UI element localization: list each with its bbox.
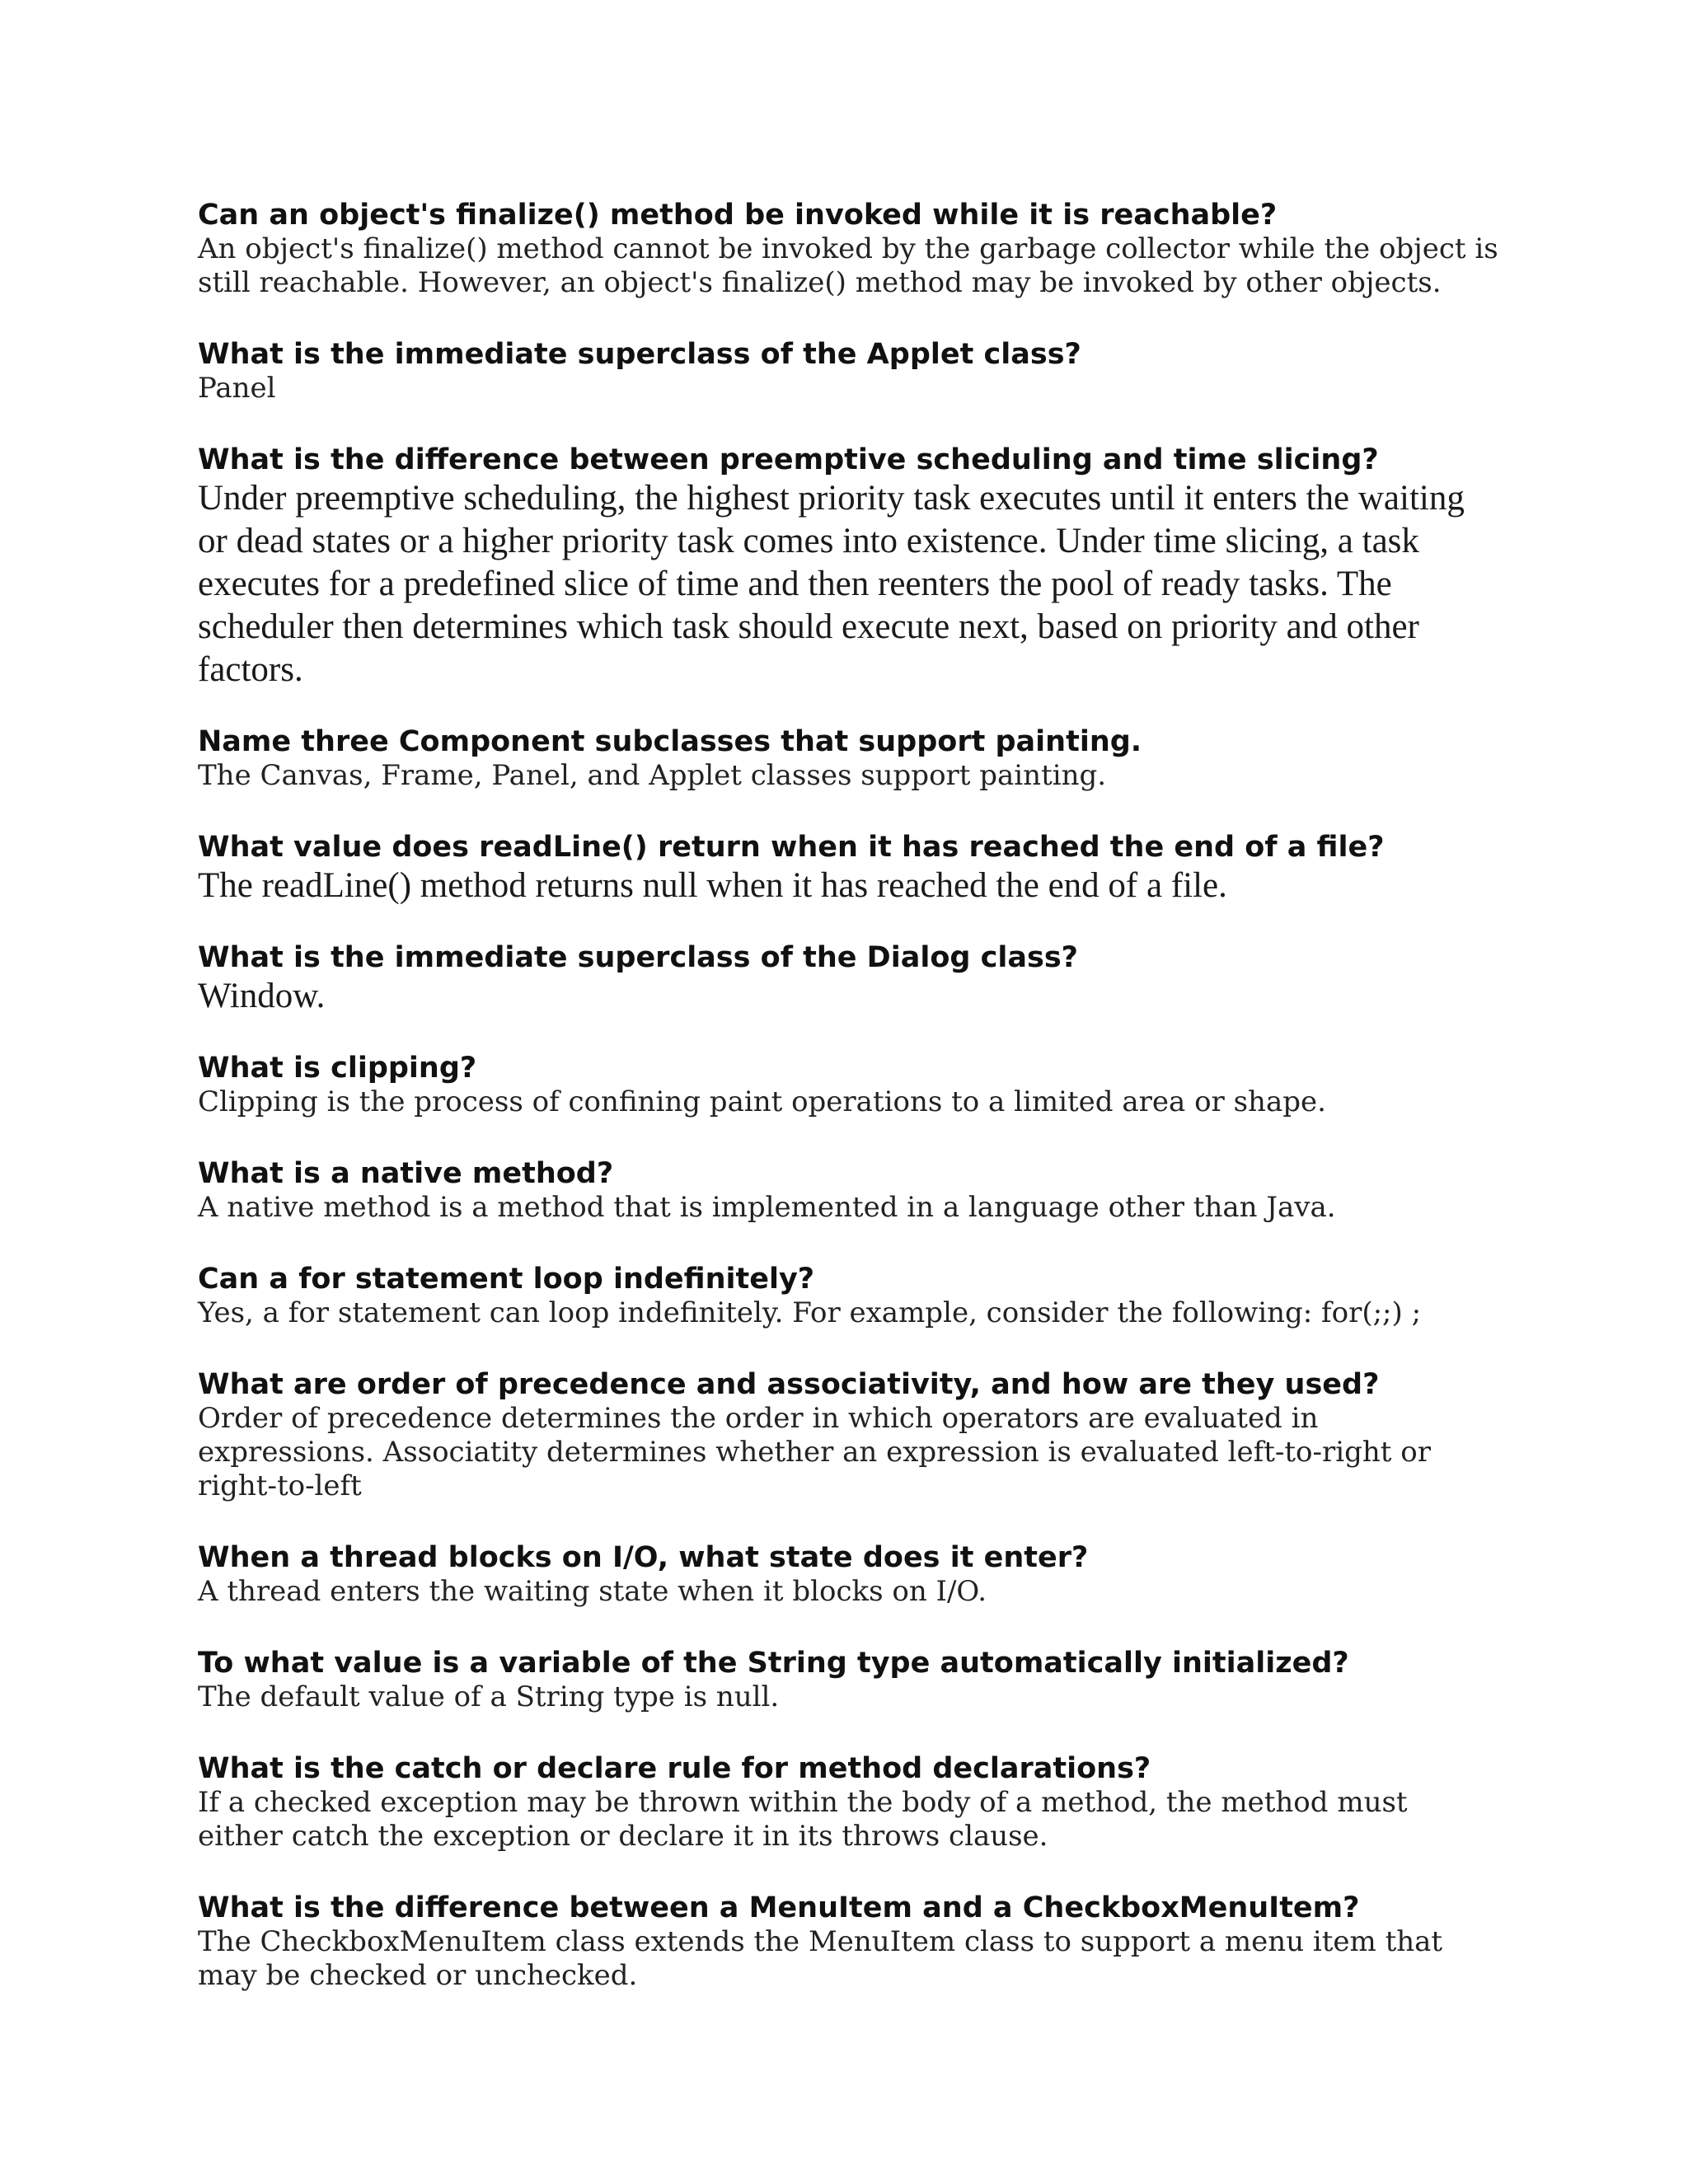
qa-item [198, 1051, 1500, 1119]
answer: An object's finalize() method cannot be invoked by the garbage collector while the object is still reachable. However, an object's finalize() method may be invoked by other objects. [198, 232, 1498, 299]
answer: If a checked exception may be thrown within the body of a method, the method must either catch the exception or declare it in its throws clause. [198, 1786, 1408, 1853]
qa-item [198, 830, 1500, 907]
answer: A native method is a method that is implemented in a language other than Java. [198, 1191, 1336, 1224]
answer: Yes, a for statement can loop indefinitely. For example, consider the following: for(;;) ; [198, 1296, 1422, 1329]
qa-item [198, 1156, 1500, 1225]
qa-item [198, 1891, 1500, 1993]
answer: A thread enters the waiting state when it blocks on I/O. [198, 1575, 987, 1608]
question: What is the immediate superclass of the Applet class? [198, 338, 1081, 371]
question: To what value is a variable of the String type automatically initialized? [198, 1647, 1349, 1680]
qa-item [198, 1751, 1500, 1854]
qa-item [198, 443, 1500, 691]
question: Name three Component subclasses that support painting. [198, 725, 1142, 758]
answer: Panel [198, 372, 276, 405]
answer: The readLine() method returns null when it has reached the end of a file. [198, 866, 1227, 905]
qa-item [198, 337, 1500, 405]
answer: The Canvas, Frame, Panel, and Applet classes support painting. [198, 759, 1107, 792]
qa-item [198, 940, 1500, 1018]
qa-item [198, 1540, 1500, 1609]
question: What is the immediate superclass of the Dialog class? [198, 941, 1078, 974]
document-page [198, 198, 1500, 1993]
qa-item [198, 198, 1500, 300]
qa-item [198, 1367, 1500, 1503]
qa-item [198, 724, 1500, 793]
question: What is the difference between a MenuItem and a CheckboxMenuItem? [198, 1891, 1360, 1924]
answer: Order of precedence determines the order in which operators are evaluated in expressions. Associatity determines whether an expression is evaluated left-to-right or right-to-left [198, 1402, 1431, 1502]
qa-item [198, 1262, 1500, 1330]
answer: Clipping is the process of confining paint operations to a limited area or shape. [198, 1085, 1326, 1118]
question: What is the difference between preemptive scheduling and time slicing? [198, 443, 1379, 476]
question: When a thread blocks on I/O, what state does it enter? [198, 1541, 1089, 1574]
question: What are order of precedence and associativity, and how are they used? [198, 1368, 1380, 1401]
question: What is clipping? [198, 1052, 477, 1085]
answer: Window. [198, 977, 326, 1015]
question: What is the catch or declare rule for method declarations? [198, 1752, 1151, 1785]
question: Can an object's finalize() method be invoked while it is reachable? [198, 199, 1278, 232]
question: What is a native method? [198, 1157, 614, 1190]
answer: The default value of a String type is null. [198, 1680, 780, 1713]
answer: The CheckboxMenuItem class extends the MenuItem class to support a menu item that may be checked or unchecked. [198, 1925, 1443, 1992]
qa-item [198, 1646, 1500, 1714]
question: What value does readLine() return when it has reached the end of a file? [198, 831, 1385, 864]
question: Can a for statement loop indefinitely? [198, 1263, 815, 1296]
answer: Under preemptive scheduling, the highest priority task executes until it enters the waiting or dead states or a higher priority task comes into existence. Under time slicing, a task executes for a predefined slice of time and then reenters the pool of ready tasks. The scheduler then determines which task should execute next, based on priority and other factors. [198, 479, 1465, 689]
